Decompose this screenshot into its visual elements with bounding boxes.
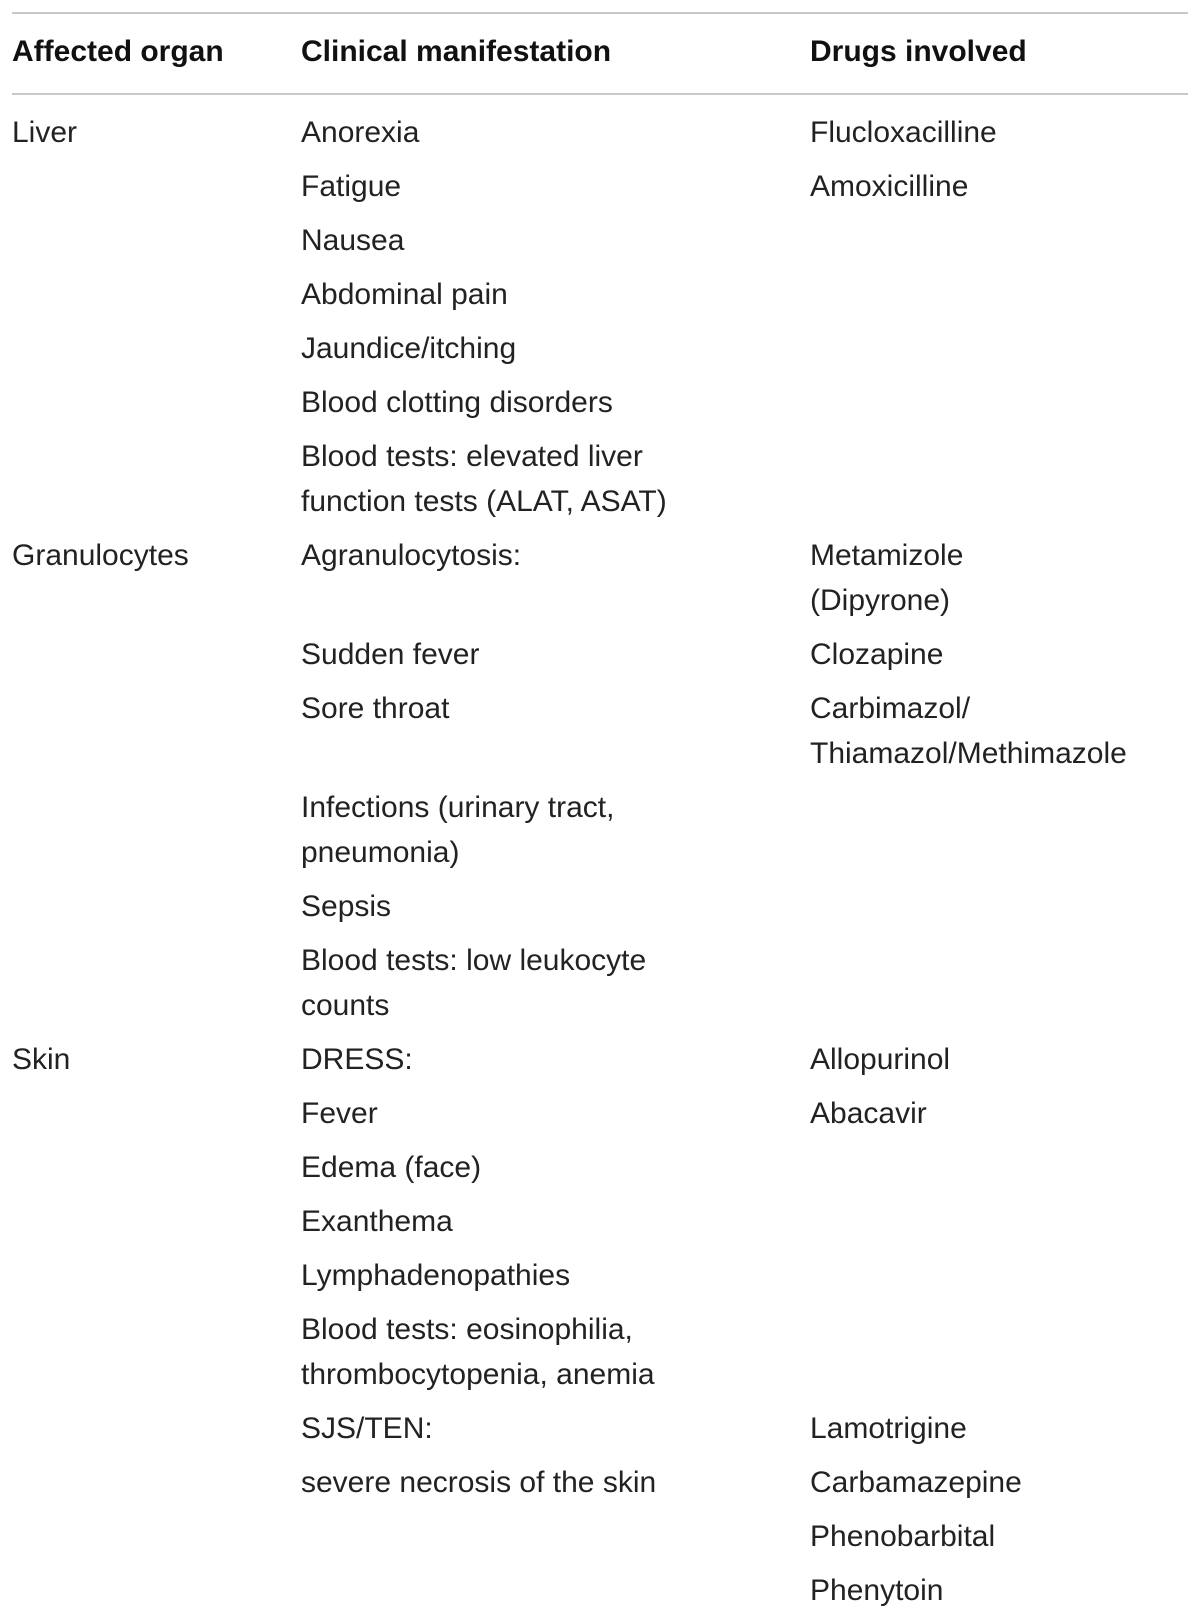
organ-cell: Skin xyxy=(12,1043,71,1076)
manifestation-cell: Sepsis xyxy=(301,890,392,923)
drug-cell: Thiamazol/Methimazole xyxy=(810,737,1127,770)
manifestation-cell: Infections (urinary tract, xyxy=(301,791,615,824)
drug-cell: Lamotrigine xyxy=(810,1412,967,1445)
drug-cell: (Dipyrone) xyxy=(810,584,951,617)
table-top-rule xyxy=(12,12,1188,14)
drug-cell: Metamizole xyxy=(810,539,964,572)
drug-cell: Flucloxacilline xyxy=(810,116,997,149)
manifestation-cell: Sudden fever xyxy=(301,638,480,671)
manifestation-cell: severe necrosis of the skin xyxy=(301,1466,657,1499)
organ-cell: Liver xyxy=(12,116,78,149)
manifestation-cell: DRESS: xyxy=(301,1043,413,1076)
manifestation-cell: function tests (ALAT, ASAT) xyxy=(301,485,667,518)
table-header-row xyxy=(0,30,1200,74)
manifestation-cell: Agranulocytosis: xyxy=(301,539,522,572)
drug-cell: Clozapine xyxy=(810,638,944,671)
manifestation-cell: counts xyxy=(301,989,390,1022)
header-affected-organ: Affected organ xyxy=(12,35,224,68)
manifestation-cell: Fever xyxy=(301,1097,378,1130)
manifestation-cell: Anorexia xyxy=(301,116,420,149)
manifestation-cell: thrombocytopenia, anemia xyxy=(301,1358,655,1391)
manifestation-cell: Fatigue xyxy=(301,170,402,203)
drug-cell: Abacavir xyxy=(810,1097,927,1130)
manifestation-cell: Edema (face) xyxy=(301,1151,482,1184)
header-drugs-involved: Drugs involved xyxy=(810,35,1027,68)
manifestation-cell: Sore throat xyxy=(301,692,450,725)
organ-cell: Granulocytes xyxy=(12,539,189,572)
manifestation-cell: SJS/TEN: xyxy=(301,1412,433,1445)
manifestation-cell: Jaundice/itching xyxy=(301,332,517,365)
manifestation-cell: Blood tests: elevated liver xyxy=(301,440,643,473)
manifestation-cell: Lymphadenopathies xyxy=(301,1259,571,1292)
manifestation-cell: Abdominal pain xyxy=(301,278,508,311)
drug-cell: Phenytoin xyxy=(810,1574,944,1607)
drug-cell: Allopurinol xyxy=(810,1043,951,1076)
header-clinical-manifestation: Clinical manifestation xyxy=(301,35,612,68)
drug-cell: Carbamazepine xyxy=(810,1466,1022,1499)
manifestation-cell: Blood tests: low leukocyte xyxy=(301,944,647,977)
table-header-rule xyxy=(12,93,1188,95)
manifestation-cell: Blood tests: eosinophilia, xyxy=(301,1313,633,1346)
drug-cell: Carbimazol/ xyxy=(810,692,971,725)
drug-cell: Phenobarbital xyxy=(810,1520,996,1553)
manifestation-cell: Nausea xyxy=(301,224,405,257)
manifestation-cell: Exanthema xyxy=(301,1205,453,1238)
drug-cell: Amoxicilline xyxy=(810,170,969,203)
manifestation-cell: pneumonia) xyxy=(301,836,460,869)
manifestation-cell: Blood clotting disorders xyxy=(301,386,613,419)
